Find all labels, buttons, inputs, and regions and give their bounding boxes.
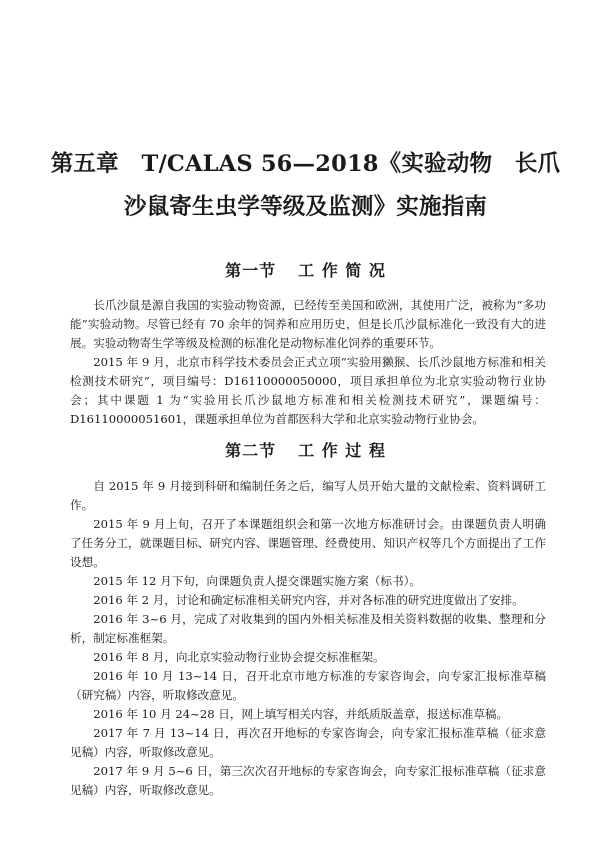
chapter-title-line-1: 第五章 T/CALAS 56—2018《实验动物 长爪 (50, 151, 561, 177)
paragraph: 2016 年 10 月 13~14 日，召开北京市地方标准的专家咨询会，向专家汇报标准草稿（研究稿）内容，听取修改意见。 (70, 669, 546, 702)
paragraph: 2015 年 9 月，北京市科学技术委员会正式立项“实验用獭猴、长爪沙鼠地方标准和相关检测技术研究”，项目编号：D16110000050000，项目承担单位为北京实验动物行业协会；其中课题 1 为“实验用长爪沙鼠地方标准和相关检测技术研究”，课题编号：D16110000051601，课题承担单位为首都医科大学和北京实验动物行业协会。 (70, 355, 546, 426)
paragraph: 2017 年 7 月 13~14 日，再次召开地标的专家咨询会，向专家汇报标准草稿（征求意见稿）内容，听取修改意见。 (70, 726, 546, 759)
section-2-title: 工 作 过 程 (298, 441, 386, 460)
paragraph: 长爪沙鼠是源自我国的实验动物资源，已经传至美国和欧洲，其使用广泛，被称为“多功能”实验动物。尽管已经有 70 余年的饲养和应用历史，但是长爪沙鼠标准化一致没有大的进展。实验动物寄生学等级及检测的标准化是动物标准化饲养的重要环节。 (70, 298, 546, 350)
section-2-body (70, 477, 546, 800)
paragraph: 2015 年 9 月上旬，召开了本课题组织会和第一次地方标准研讨会。由课题负责人明确了任务分工，就课题目标、研究内容、课题管理、经费使用、知识产权等几个方面提出了工作设想。 (70, 517, 546, 569)
paragraph: 2016 年 8 月，向北京实验动物行业协会提交标准框架。 (93, 650, 385, 664)
chapter-title (40, 143, 571, 229)
section-1-heading (0, 258, 611, 281)
paragraph: 2016 年 3~6 月，完成了对收集到的国内外相关标准及相关资料数据的收集、整理和分析，制定标准框架。 (70, 612, 546, 645)
paragraph: 2015 年 12 月下旬，向课题负责人提交课题实施方案（标书）。 (93, 574, 421, 588)
section-2-number: 第二节 (225, 441, 277, 460)
section-2-heading (0, 438, 611, 461)
section-1-body (70, 296, 546, 429)
chapter-title-line-2: 沙鼠寄生虫学等级及监测》实施指南 (123, 194, 488, 220)
paragraph: 2017 年 9 月 5~6 日，第三次次召开地标的专家咨询会，向专家汇报标准草稿（征求意见稿）内容，听取修改意见。 (70, 764, 546, 797)
paragraph: 2016 年 2 月，讨论和确定标准相关研究内容，并对各标准的研究进度做出了安排。 (93, 593, 524, 607)
section-1-title: 工 作 简 况 (298, 261, 386, 280)
section-1-number: 第一节 (225, 261, 277, 280)
paragraph: 自 2015 年 9 月接到科研和编制任务之后，编写人员开始大量的文献检索、资料调研工作。 (70, 479, 546, 512)
paragraph: 2016 年 10 月 24~28 日，网上填写相关内容，并纸质版盖章，报送标准草稿。 (93, 707, 509, 721)
